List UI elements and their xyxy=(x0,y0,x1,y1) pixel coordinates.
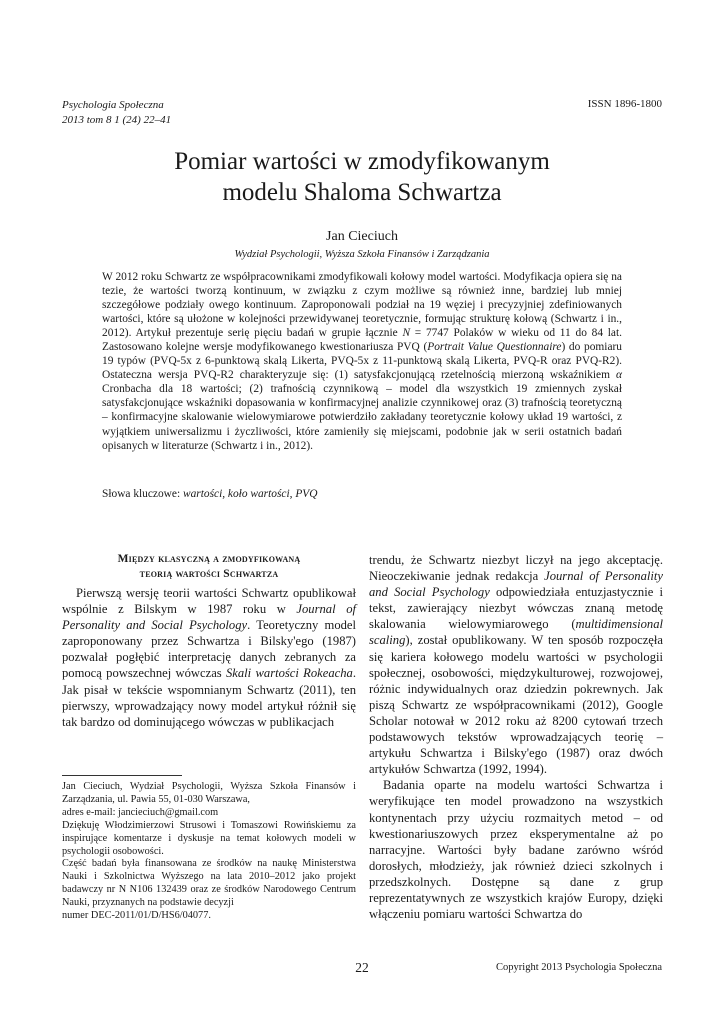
abstract-text-4: Cronbacha dla 18 wartości; (2) trafnością czynnikową – model dla wszystkich 19 zmiennych zyskał satysfakcjonujące wskaźniki dopasowania w konfirmacyjnej analizie czynnikowej oraz (3) trafnością teoretyczną – konfirmacyjne skalowanie wielowymiarowe potwierdziło zakładany teoretycznie kołowy układ 19 wartości, z wyjątkiem uniwersalizmu i życzliwości, które zamieniły się miejscami, podobnie jak w serii ostatnich badań opisanych w literaturze (Schwartz i in., 2012). xyxy=(102,383,622,452)
journal-volume: 2013 tom 8 1 (24) 22–41 xyxy=(62,114,172,126)
footnote-address: Jan Cieciuch, Wydział Psychologii, Wyższa Szkoła Finansów i Zarządzania, ul. Pawia 55, 01-030 Warszawa, xyxy=(62,781,356,805)
left-paragraph xyxy=(62,585,356,730)
footnote-funding: Część badań była finansowana ze środków na naukę Ministerstwa Nauki i Szkolnictwa Wyższego na lata 2010–2012 jako projekt badawczy nr N N106 132439 oraz ze środków Narodowego Centrum Nauki, przyznanych na podstawie decyzji xyxy=(62,858,356,909)
left-text-1: Pierwszą wersję teorii wartości Schwartz opublikował wspólnie z Bilskym w 1987 roku w xyxy=(62,586,356,617)
journal-header xyxy=(62,98,171,128)
abstract-text-3: ) do pomiaru 19 typów (PVQ-5x z 6-punktową skalą Likerta, PVQ-5x z 11-punktową skalą Likerta, PVQ-R oraz PVQ-R2). Ostateczna wersja PVQ-R2 charakteryzuje się: (1) satysfakcjonującą rzetelnością mierzoną wskaźnikiem xyxy=(102,341,622,382)
abstract-pvq-name: Portrait Value Questionnaire xyxy=(427,341,562,354)
author-affiliation: Wydział Psychologii, Wyższa Szkoła Finansów i Zarządzania xyxy=(234,249,490,260)
right-text-3: ), został opublikowany. W ten sposób rozpoczęła się kariera kołowego modelu wartości w psychologii społecznej, osobowości, międzykulturowej, rozwojowej, różnic indywidualnych oraz dziedzin pokrewnych. Jak piszą Schwartz ze współpracownikami (2012), Google Scholar notował w 2012 roku aż 8200 cytowań trzech podstawowych tekstów wprowadzających teorię – artykułu Schwartza i Bilsky'ego (1987) oraz dwóch artykułów Schwartza (1992, 1994). xyxy=(369,633,663,777)
keywords-value: wartości, koło wartości, PVQ xyxy=(183,488,318,500)
keywords-label: Słowa kluczowe: xyxy=(102,488,181,500)
right-mds-term: multidimensional scaling xyxy=(369,617,663,648)
section-heading-line-1: Między klasyczną a zmodyfikowaną xyxy=(117,553,301,565)
right-column xyxy=(369,552,663,922)
section-heading xyxy=(62,552,356,582)
left-rokeach-scale: Skali wartości Rokeacha xyxy=(226,666,353,681)
author-name: Jan Cieciuch xyxy=(326,229,398,244)
abstract-n-symbol: N xyxy=(402,327,411,340)
left-column xyxy=(62,552,356,730)
abstract-text-2: = 7747 Polaków w wieku od 11 do 84 lat. Zastosowano kolejne wersje modyfikowanego kwestionariusza PVQ ( xyxy=(102,327,622,354)
right-paragraph-1 xyxy=(369,552,663,777)
left-text-2: . Teoretyczny model zaproponowany przez Schwartza i Bilsky'ego (1987) pozwalał pogłębić interpretację danych zebranych za pomocą powszechnej wówczas xyxy=(62,618,356,681)
footnote-decision-number: numer DEC-2011/01/D/HS6/04077. xyxy=(62,910,211,922)
title-line-2: modelu Shaloma Schwartza xyxy=(222,179,502,206)
article-title xyxy=(62,146,662,208)
footnote-email: adres e-mail: jancieciuch@gmail.com xyxy=(62,806,219,818)
journal-name: Psychologia Społeczna xyxy=(62,99,164,111)
issn: ISSN 1896-1800 xyxy=(587,98,662,110)
section-heading-line-2: teorią wartości Schwartza xyxy=(139,568,279,580)
left-text-3: . Jak pisał w tekście wspomnianym Schwartz (2011), ten pierwszy, wprowadzający nowy model artykuł różnił się tak bardzo od dominującego wówczas w publikacjach xyxy=(62,666,356,729)
title-line-1: Pomiar wartości w zmodyfikowanym xyxy=(174,148,550,175)
footnote-divider xyxy=(62,775,182,776)
right-paragraph-2: Badania oparte na modelu wartości Schwartza i weryfikujące ten model prowadzono na wszystkich kontynentach przy użyciu rozmaitych metod – od kwestionariuszowych przez eksperymentalne aż po narracyjne. Wartości były badane zarówno wśród dorosłych, młodzieży, jak również dzieci szkolnych i przedszkolnych. Dostępne są dane z grup reprezentatywnych ze wszystkich krajów Europy, dzięki włączeniu pomiaru wartości Schwartza do xyxy=(369,778,663,922)
abstract-text-1: W 2012 roku Schwartz ze współpracownikami zmodyfikowali kołowy model wartości. Modyfikacja opiera się na tezie, że wartości tworzą kontinuum, w związku z czym możliwe są również inne, bardziej lub mniej szczegółowe podziały owego kontinuum. Zaproponowali podział na 19 węziej i precyzyjniej zdefiniowanych wartości, które są ułożone w kolejności przewidywanej teoretycznie, formując strukturę kołową (Schwartz i in., 2012). Artykuł prezentuje serię pięciu badań w grupie łącznie xyxy=(102,271,622,340)
page-number: 22 xyxy=(355,960,369,975)
right-text-1: trendu, że Schwartz niezbyt liczył na jego akceptację. Nieoczekiwanie jednak redakcja xyxy=(369,553,663,584)
copyright: Copyright 2013 Psychologia Społeczna xyxy=(496,962,662,973)
abstract xyxy=(102,270,622,453)
keywords xyxy=(102,488,622,500)
right-journal-name: Journal of Personality and Social Psychology xyxy=(369,569,663,600)
abstract-alpha-symbol: α xyxy=(616,369,622,382)
left-journal-name: Journal of Personality and Social Psychology xyxy=(62,602,356,633)
right-text-2: odpowiedziała entuzjastycznie i tekst, zawierający niezbyt wówczas znaną metodę skalowania wielowymiarowego ( xyxy=(369,585,663,632)
footnote xyxy=(62,781,356,923)
footnote-acknowledgement: Dziękuję Włodzimierzowi Strusowi i Tomaszowi Rowińskiemu za inspirujące komentarze i dyskusje na temat kołowych modeli w psychologii osobowości. xyxy=(62,819,356,857)
